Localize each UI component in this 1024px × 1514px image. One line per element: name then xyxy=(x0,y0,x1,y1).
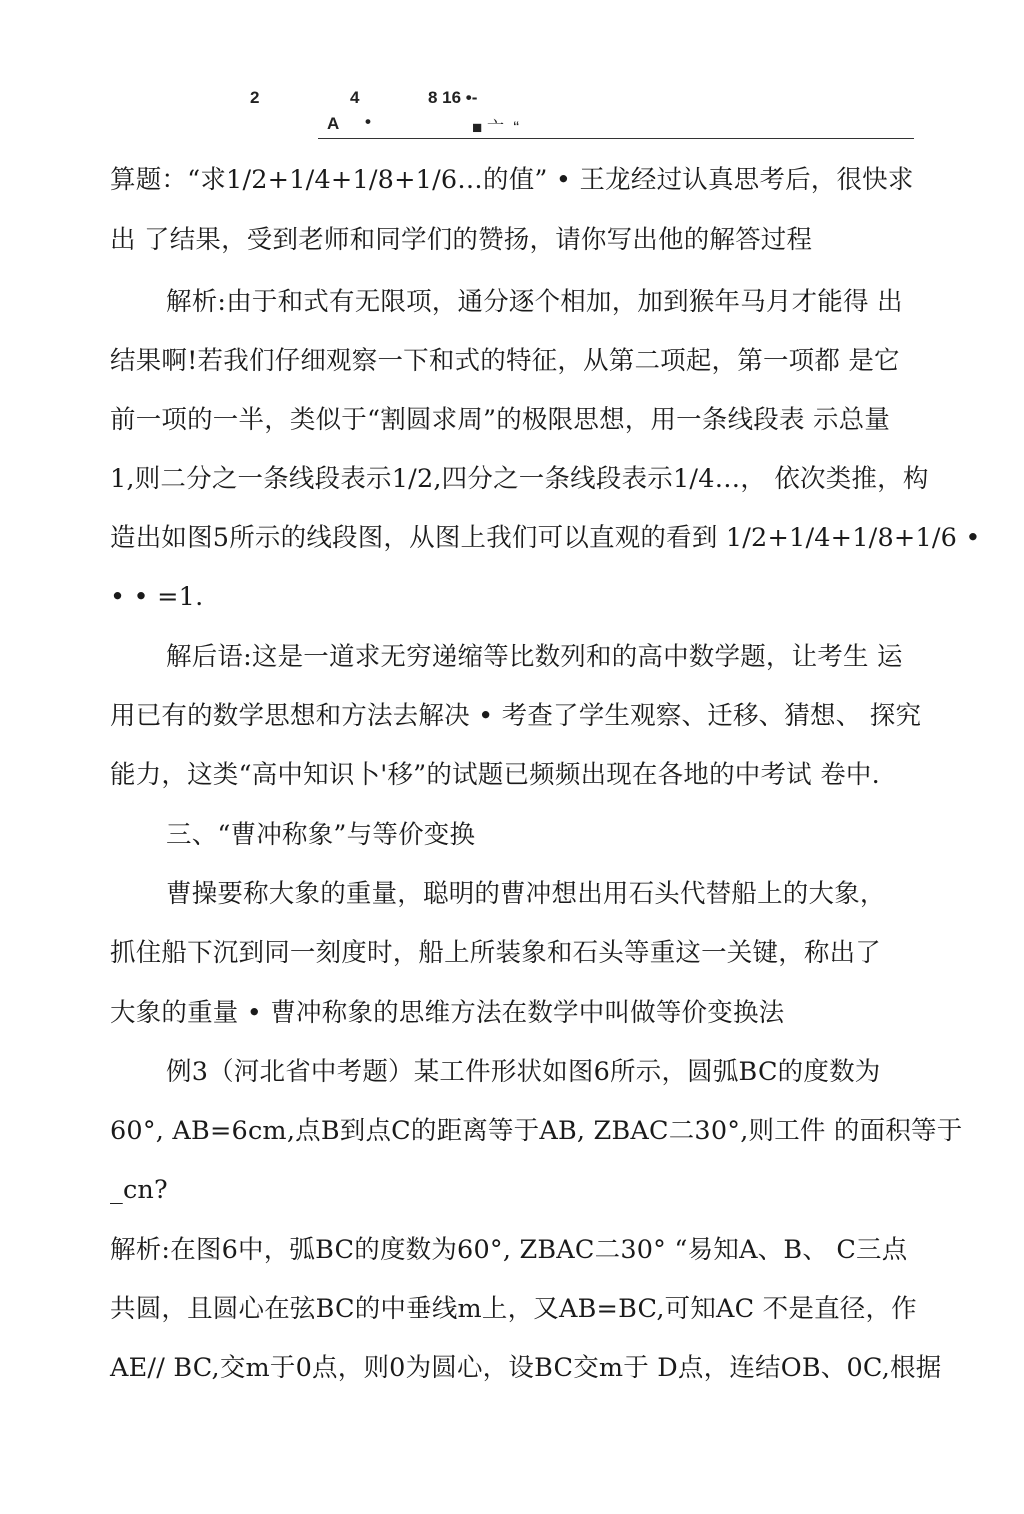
text-line: AE// BC,交m于0点，则0为圆心，设BC交m于 D点，连结OB、0C,根据 xyxy=(110,1353,942,1383)
text-line: 60°, AB=6cm,点B到点C的距离等于AB, ZBAC二30°,则工件 的面积等于 xyxy=(110,1116,963,1146)
text-line: 造出如图5所示的线段图，从图上我们可以直观的看到 1/2+1/4+1/8+1/6 • xyxy=(110,523,981,553)
text-line: _cn? xyxy=(110,1175,168,1205)
header-letter-a: A xyxy=(327,114,340,133)
text-line: 大象的重量 • 曹冲称象的思维方法在数学中叫做等价变换法 xyxy=(110,998,785,1028)
header-number-4: 4 xyxy=(350,88,360,107)
section-heading: 三、“曹冲称象”与等价变换 xyxy=(166,820,476,850)
text-line: 抓住船下沉到同一刻度时，船上所装象和石头等重这一关键，称出了 xyxy=(110,938,882,968)
text-line: 算题：“求1/2+1/4+1/8+1/6…的值” • 王龙经过认真思考后，很快求 xyxy=(110,165,914,195)
text-line: 解后语:这是一道求无穷递缩等比数列和的高中数学题，让考生 运 xyxy=(166,642,903,672)
text-line: 出 了结果，受到老师和同学们的赞扬，请你写出他的解答过程 xyxy=(110,225,813,255)
header-rule xyxy=(318,138,914,139)
text-line: 曹操要称大象的重量，聪明的曹冲想出用石头代替船上的大象， xyxy=(166,879,886,909)
text-line: 例3（河北省中考题）某工件形状如图6所示，圆弧BC的度数为 xyxy=(166,1057,881,1087)
text-line: 解析:由于和式有无限项，通分逐个相加，加到猴年马月才能得 出 xyxy=(166,287,903,317)
text-line: 解析:在图6中，弧BC的度数为60°, ZBAC二30° “易知A、B、 C三点 xyxy=(110,1235,908,1265)
text-line: 1,则二分之一条线段表示1/2,四分之一条线段表示1/4…， 依次类推，构 xyxy=(110,464,929,494)
text-line: 用已有的数学思想和方法去解决 • 考查了学生观察、迁移、猜想、 探究 xyxy=(110,701,922,731)
text-line: 能力，这类“高中知识卜'移”的试题已频频出现在各地的中考试 卷中. xyxy=(110,760,880,790)
header-number-2: 2 xyxy=(250,88,260,107)
text-line: 结果啊!若我们仔细观察一下和式的特征，从第二项起，第一项都 是它 xyxy=(110,346,900,376)
text-line: • • =1. xyxy=(110,582,204,612)
header-dot: • xyxy=(365,112,371,131)
header-marks: ■ 亠 “ xyxy=(472,118,520,137)
text-line: 前一项的一半，类似于“割圆求周”的极限思想，用一条线段表 示总量 xyxy=(110,405,891,435)
header-number-816: 8 16 •- xyxy=(428,88,478,107)
text-line: 共圆，且圆心在弦BC的中垂线m上，又AB=BC,可知AC 不是直径，作 xyxy=(110,1294,917,1324)
